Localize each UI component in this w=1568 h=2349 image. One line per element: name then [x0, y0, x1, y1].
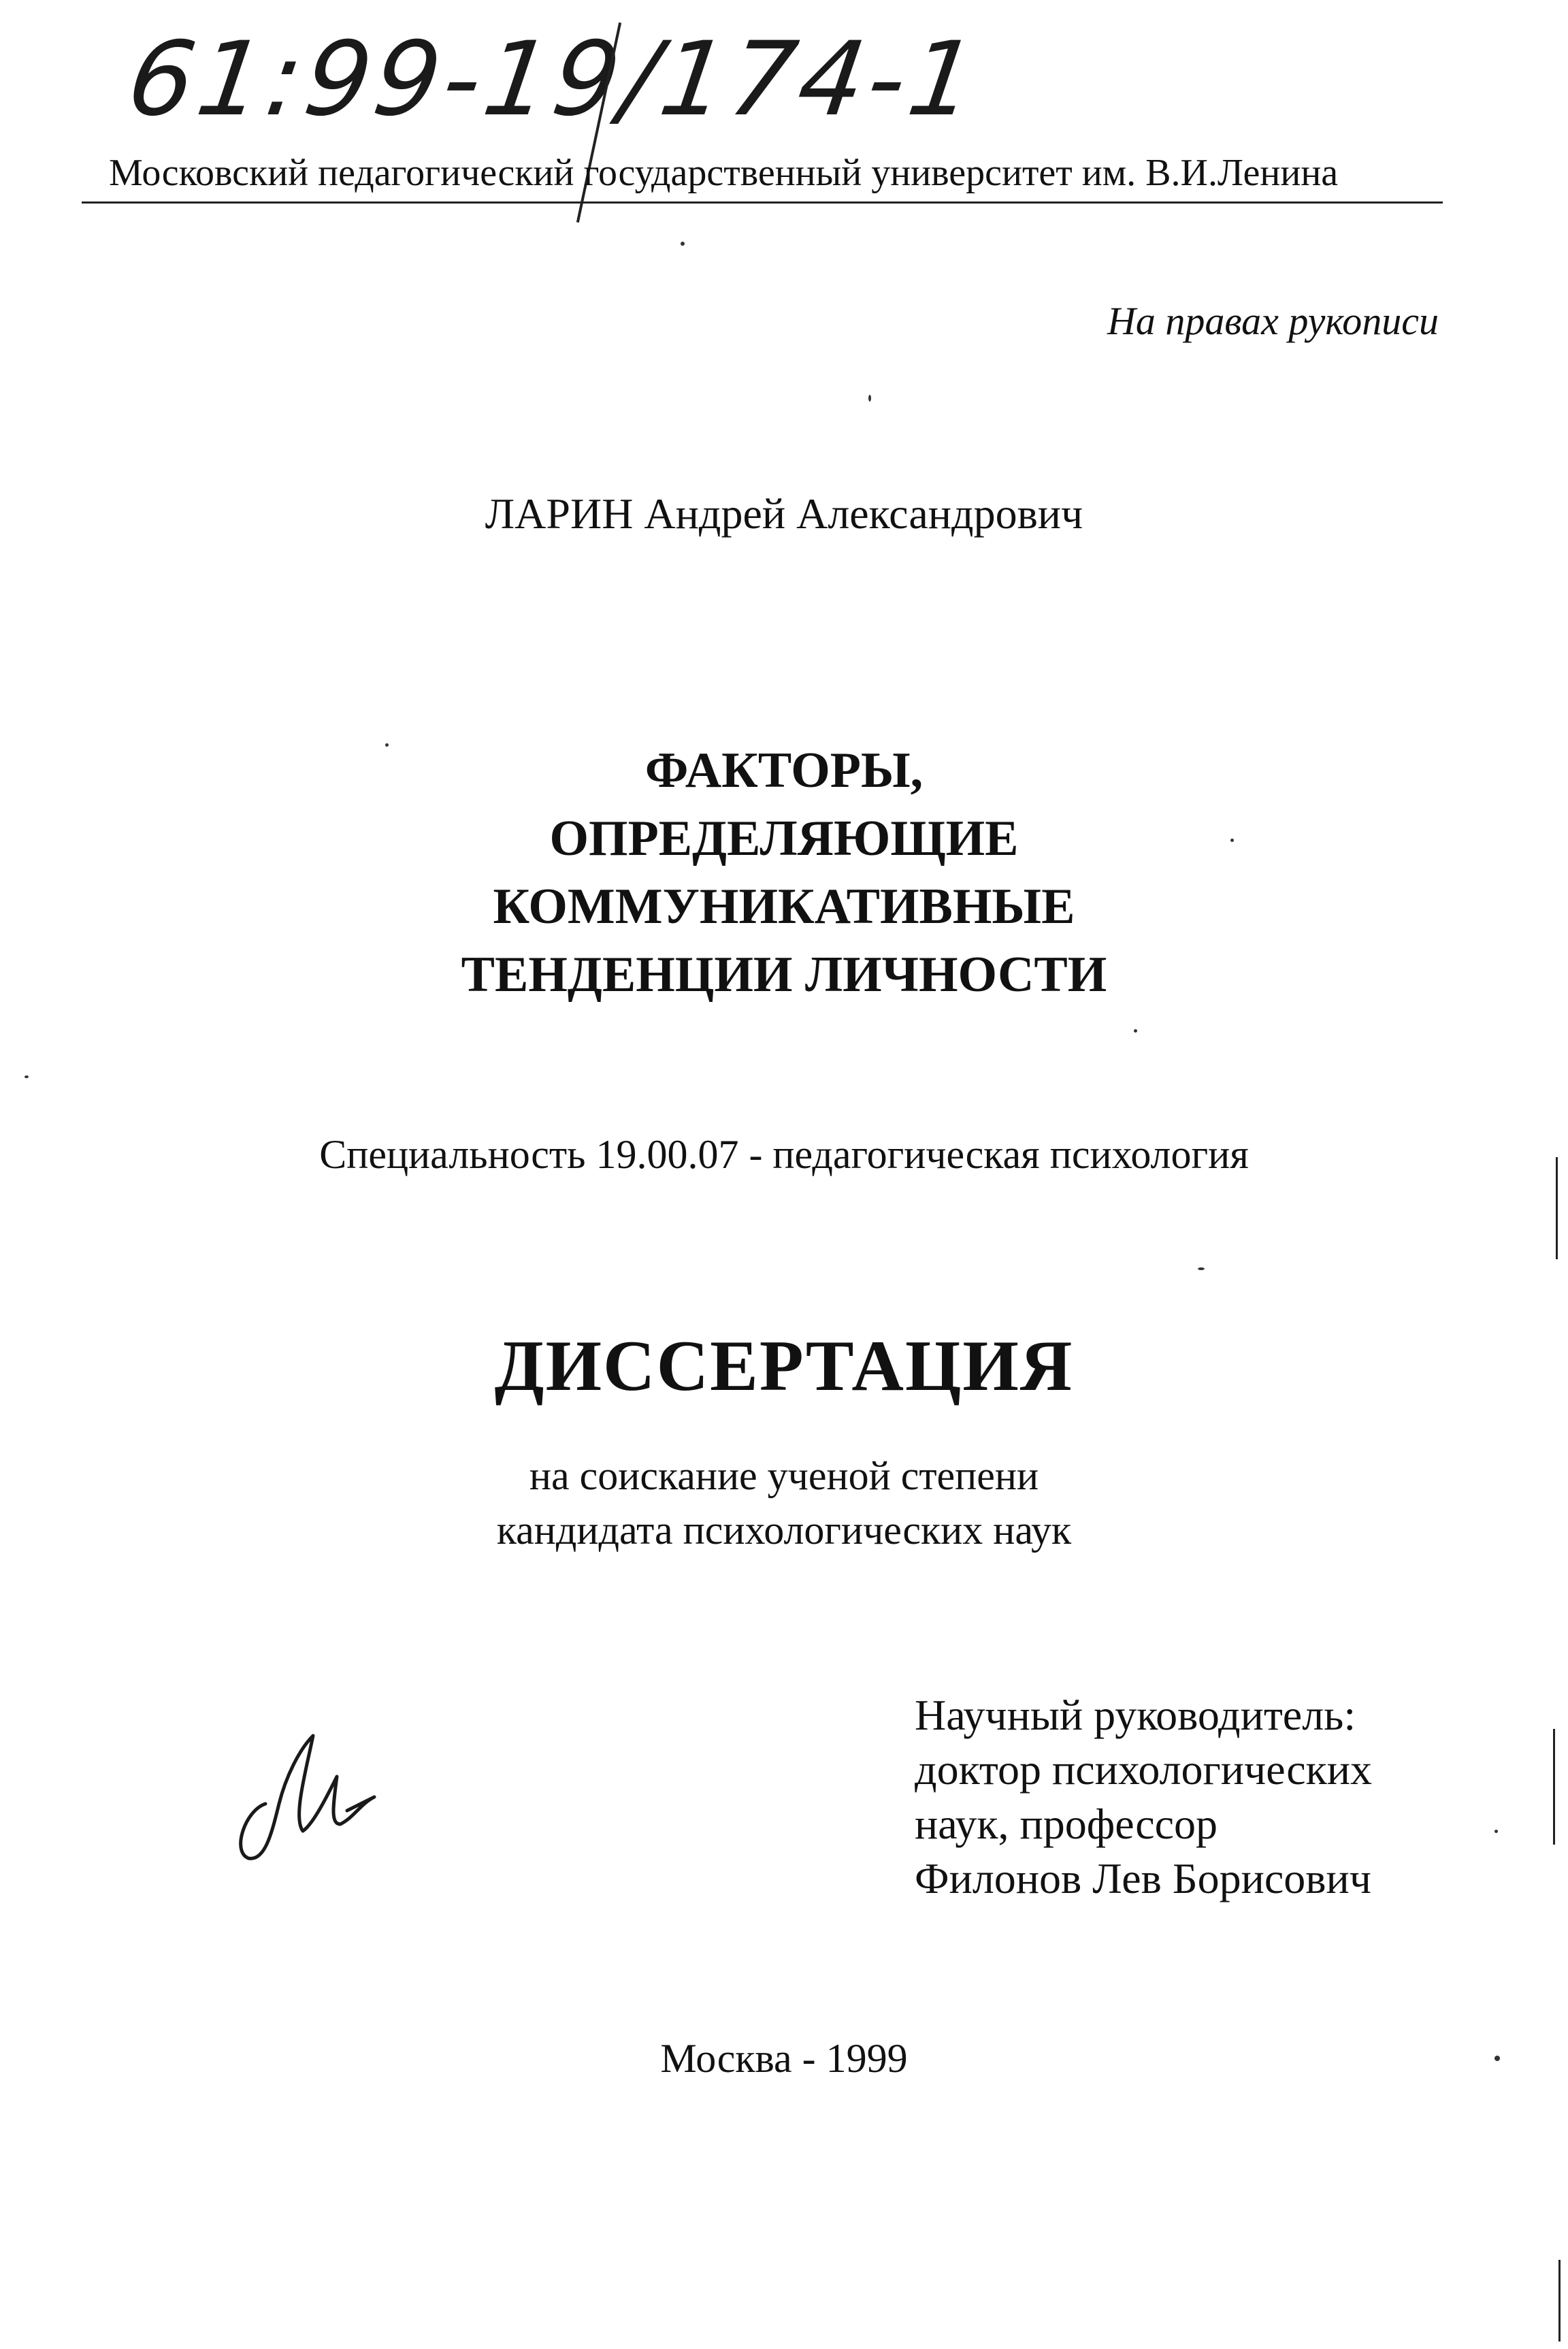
scan-speck — [1198, 1267, 1205, 1270]
scan-speck — [1134, 1029, 1137, 1033]
title-line: ТЕНДЕНЦИИ ЛИЧНОСТИ — [461, 947, 1107, 1003]
degree-line: кандидата психологических наук — [496, 1508, 1072, 1553]
scan-edge-mark — [1553, 1729, 1555, 1845]
city-year: Москва - 1999 — [660, 2036, 908, 2081]
degree-statement — [0, 1448, 1568, 1557]
title-line: КОММУНИКАТИВНЫЕ — [493, 879, 1075, 935]
scan-speck — [1494, 2056, 1500, 2061]
scientific-advisor — [915, 1688, 1372, 1906]
scan-speck — [1494, 1830, 1498, 1833]
advisor-line: Филонов Лев Борисович — [915, 1854, 1371, 1902]
university-header: Московский педагогический государственный университет им. В.И.Ленина — [109, 152, 1339, 194]
scan-edge-mark — [1556, 1157, 1558, 1259]
advisor-line: доктор психологических — [915, 1745, 1372, 1794]
advisor-line: наук, профессор — [915, 1800, 1218, 1848]
scan-speck — [24, 1075, 29, 1078]
advisor-line: Научный руководитель: — [915, 1691, 1356, 1739]
rights-note: На правах рукописи — [1107, 299, 1439, 343]
dissertation-title — [0, 736, 1568, 1009]
author-name: ЛАРИН Андрей Александрович — [485, 489, 1083, 538]
scan-edge-mark — [1558, 2260, 1561, 2342]
scan-speck — [1230, 839, 1234, 842]
degree-line: на соискание ученой степени — [529, 1453, 1039, 1498]
header-rule — [82, 201, 1443, 204]
handwritten-archive-number: 61:99-19/174-1 — [120, 20, 987, 139]
handwritten-signature — [218, 1722, 395, 1872]
scan-speck — [681, 242, 685, 246]
scan-speck — [868, 395, 871, 402]
title-line: ФАКТОРЫ, — [644, 743, 924, 798]
specialty-line: Специальность 19.00.07 - педагогическая психология — [319, 1132, 1249, 1177]
document-type-heading: ДИССЕРТАЦИЯ — [494, 1326, 1074, 1406]
scan-speck — [385, 743, 389, 747]
title-line: ОПРЕДЕЛЯЮЩИЕ — [549, 811, 1019, 866]
